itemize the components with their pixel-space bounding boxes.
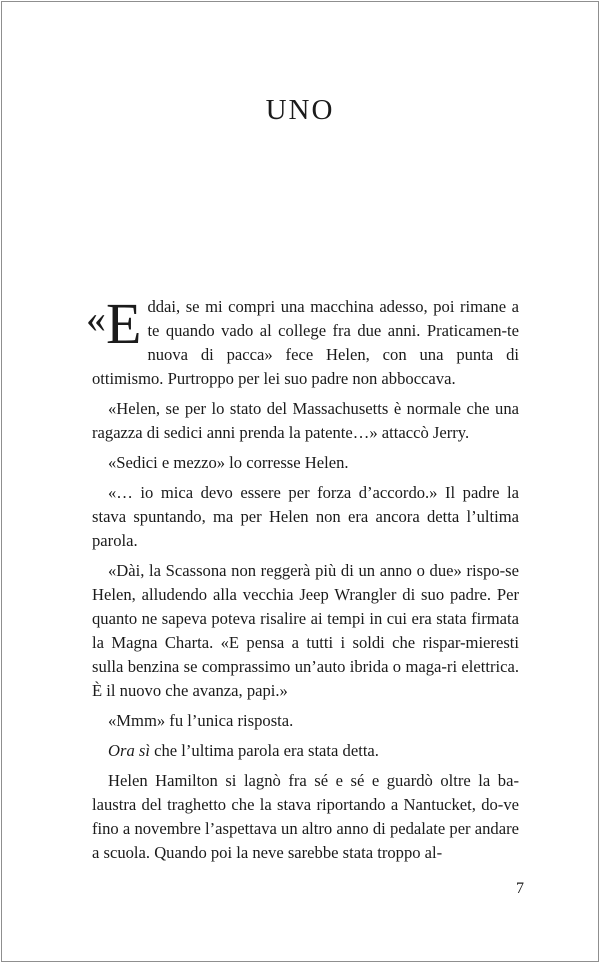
paragraph-7-italic: Ora sì: [108, 741, 150, 760]
paragraph-8: Helen Hamilton si lagnò fra sé e sé e guardò oltre la ba-laustra del traghetto che la stava riportando a Nantucket, do-ve fino a novembre l’aspettava un altro anno di pedalate per andare a scuola. Quando poi la neve sarebbe stata troppo al-: [92, 771, 519, 862]
paragraph-5: «Dài, la Scassona non reggerà più di un anno o due» rispo-se Helen, alludendo alla vecchia Jeep Wrangler di suo padre. Per quanto ne sapeva poteva risalire ai tempi in cui era stata firmata la Magna Charta. «E pensa a tutti i soldi che rispar-mieresti sulla benzina se comprassimo un’auto ibrida o maga-ri elettrica. È il nuovo che avanza, papi.»: [92, 561, 519, 700]
body-text: [86, 291, 519, 871]
paragraph-3: «Sedici e mezzo» lo corresse Helen.: [108, 453, 349, 472]
paragraph-7: [92, 739, 519, 763]
paragraph-1: [86, 291, 519, 391]
drop-cap-letter: E: [106, 291, 142, 356]
paragraph-4: «… io mica devo essere per forza d’accordo.» Il padre la stava spuntando, ma per Helen non era ancora detta l’ultima parola.: [92, 483, 519, 550]
drop-cap-quote: «: [86, 296, 106, 341]
page-number: 7: [516, 880, 524, 897]
paragraph-7-text: che l’ultima parola era stata detta.: [149, 741, 379, 760]
paragraph-6: «Mmm» fu l’unica risposta.: [108, 711, 294, 730]
chapter-title: UNO: [265, 94, 335, 126]
drop-cap: [86, 291, 142, 356]
paragraph-1-text: ddai, se mi compri una macchina adesso, poi rimane a te quando vado al college fra due anni. Praticamen-te nuova di pacca» fece Helen, con una punta di ottimismo. Purtroppo per lei suo padre non abboccava.: [92, 297, 519, 388]
paragraph-2: «Helen, se per lo stato del Massachusetts è normale che una ragazza di sedici anni prenda la patente…» attaccò Jerry.: [92, 399, 519, 442]
